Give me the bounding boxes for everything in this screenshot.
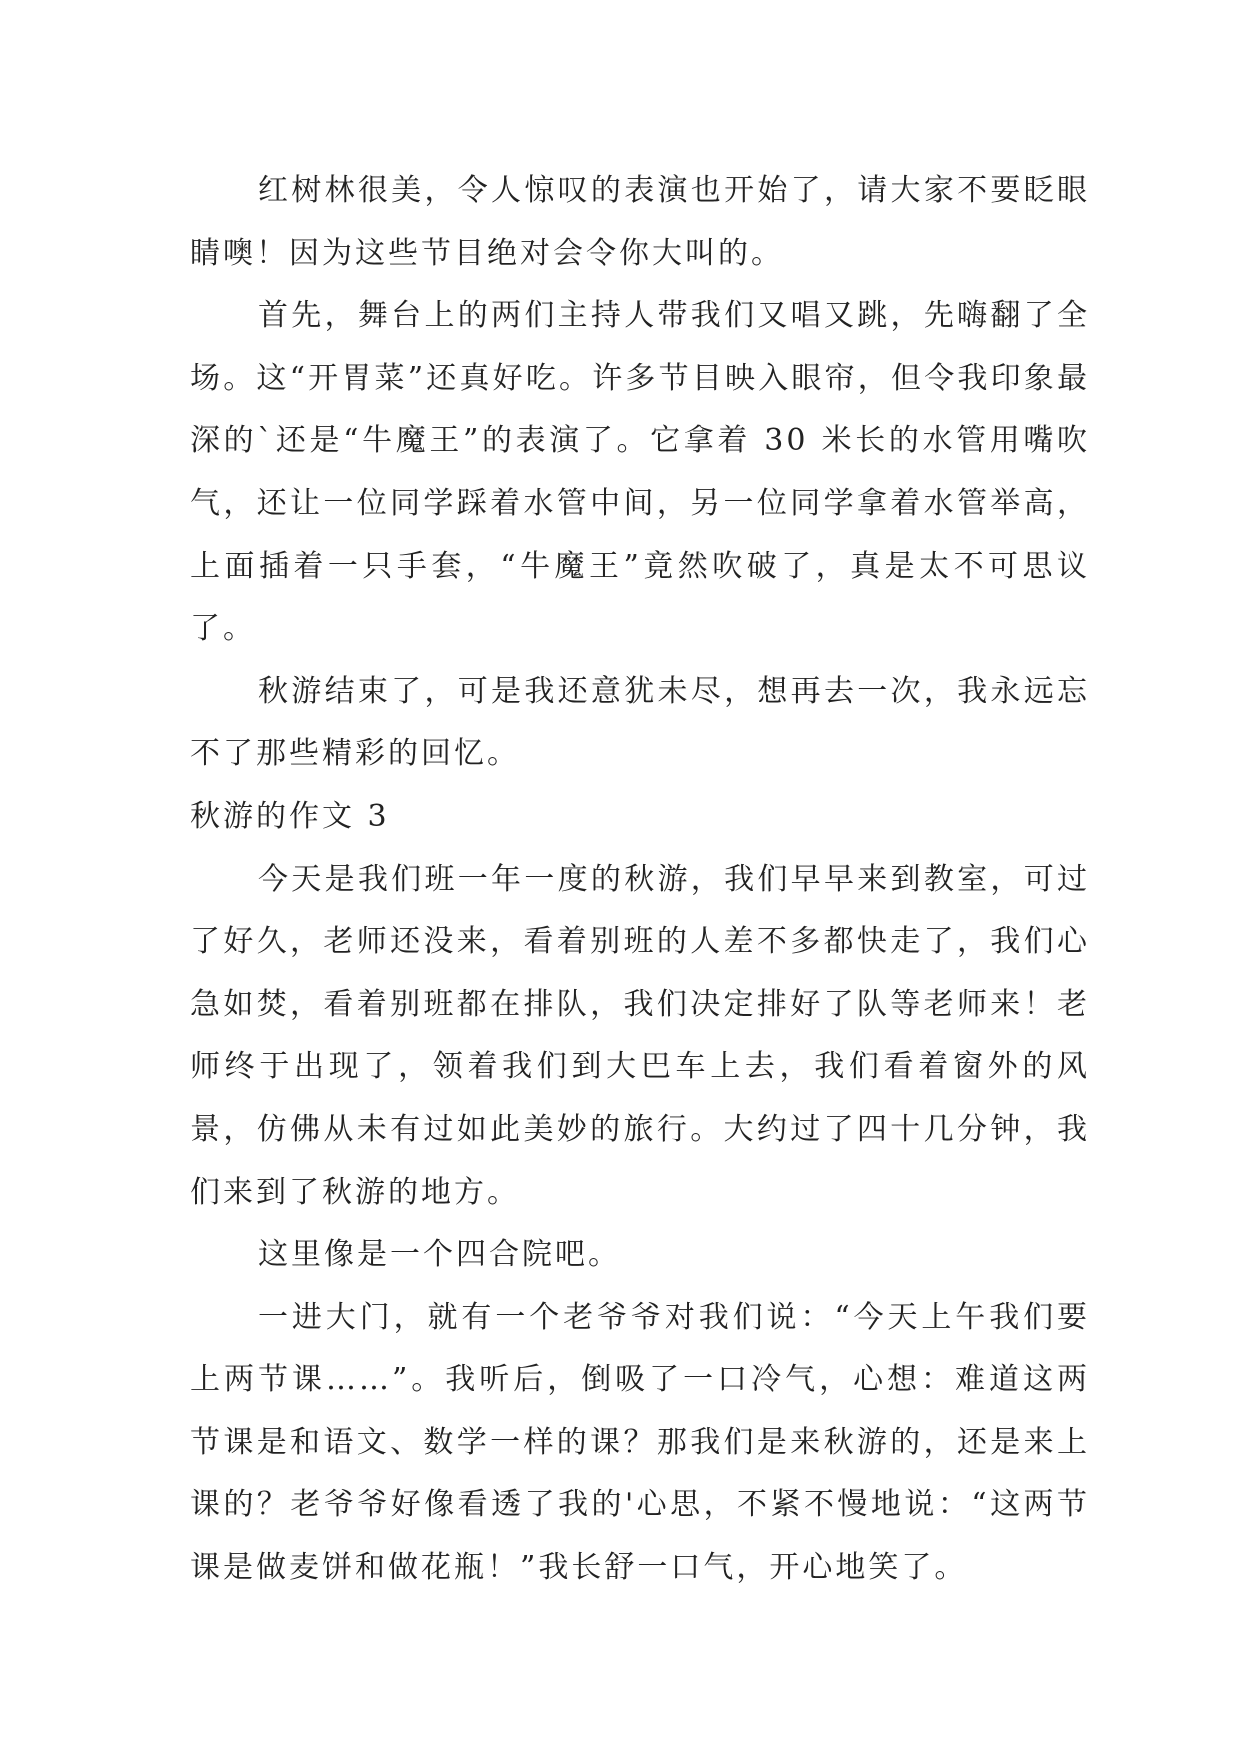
- paragraph: 秋游结束了，可是我还意犹未尽，想再去一次，我永远忘不了那些精彩的回忆。: [190, 673, 1090, 772]
- section-title: 秋游的作文 3: [190, 798, 390, 834]
- paragraph: 一进大门，就有一个老爷爷对我们说：“今天上午我们要上两节课……”。我听后，倒吸了一口冷气，心想：难道这两节课是和语文、数学一样的课？那我们是来秋游的，还是来上课的？老爷爷好像看透了我的'心思，不紧不慢地说：“这两节课是做麦饼和做花瓶！”我长舒一口气，开心地笑了。: [190, 1299, 1090, 1586]
- paragraph: 这里像是一个四合院吧。: [258, 1237, 621, 1273]
- paragraph: 今天是我们班一年一度的秋游，我们早早来到教室，可过了好久，老师还没来，看着别班的人差不多都快走了，我们心急如焚，看着别班都在排队，我们决定排好了队等老师来！老师终于出现了，领着我们到大巴车上去，我们看着窗外的风景，仿佛从未有过如此美妙的旅行。大约过了四十几分钟，我们来到了秋游的地方。: [190, 861, 1090, 1210]
- paragraph: 红树林很美，令人惊叹的表演也开始了，请大家不要眨眼睛噢！因为这些节目绝对会令你大叫的。: [190, 173, 1090, 271]
- document-body: [190, 160, 1090, 1600]
- paragraph: 首先，舞台上的两们主持人带我们又唱又跳，先嗨翻了全场。这“开胃菜”还真好吃。许多节目映入眼帘，但令我印象最深的`还是“牛魔王”的表演了。它拿着 30 米长的水管用嘴吹气，还让一位同学踩着水管中间，另一位同学拿着水管举高，上面插着一只手套，“牛魔王”竟然吹破了，真是太不可思议了。: [190, 298, 1090, 647]
